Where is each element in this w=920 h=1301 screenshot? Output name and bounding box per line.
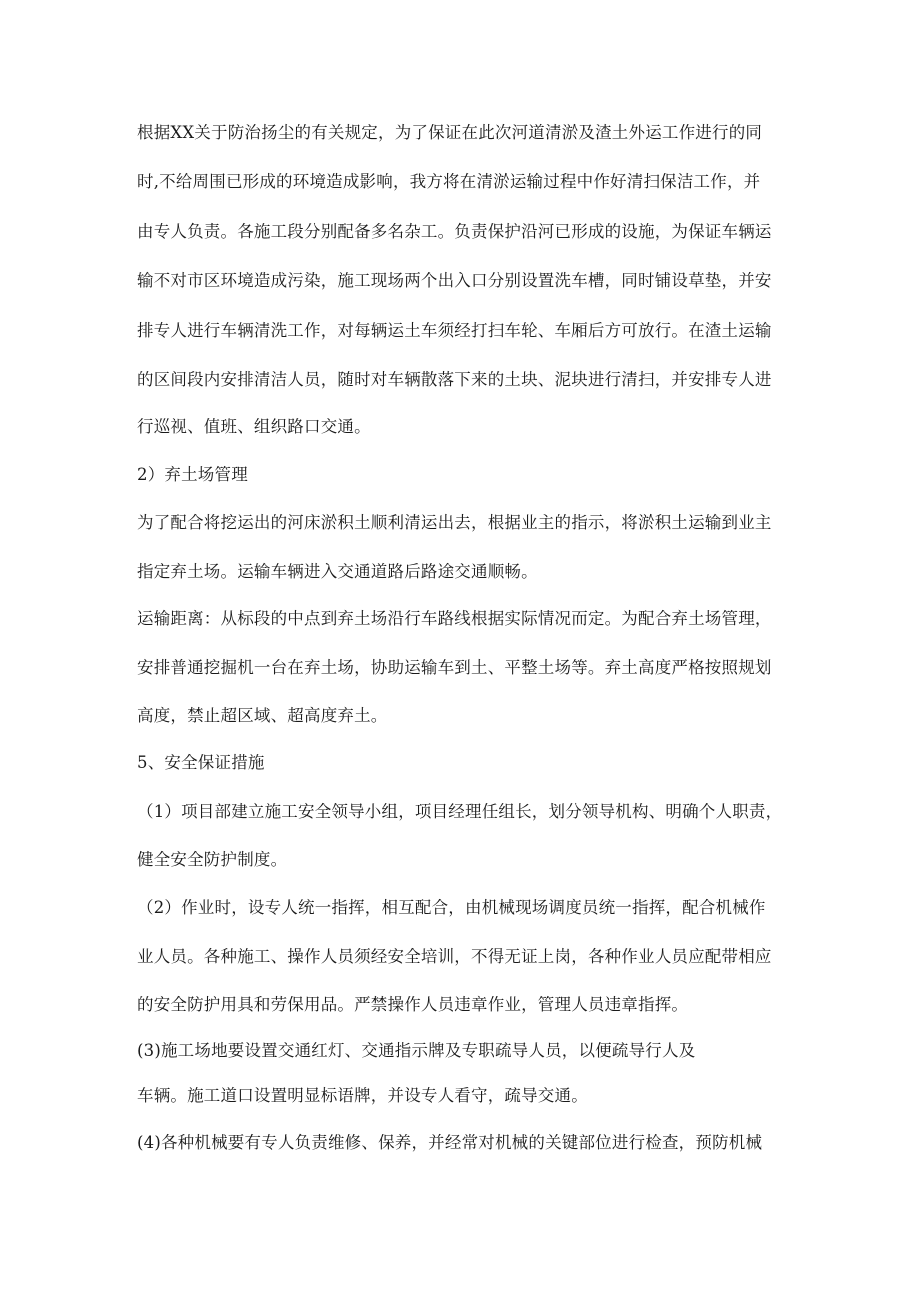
text-line: 健全安全防护制度。 <box>137 850 288 869</box>
text-line: （2）作业时，设专人统一指挥，相互配合，由机械现场调度员统一指挥，配合机械作 <box>137 898 766 917</box>
text-line: 根据XX关于防治扬尘的有关规定，为了保证在此次河道清淤及渣土外运工作进行的同 <box>137 123 763 142</box>
section-heading: 5、安全保证措施 <box>137 753 265 772</box>
text-line: 的区间段内安排清洁人员，随时对车辆散落下来的土块、泥块进行清扫，并安排专人进 <box>137 370 772 389</box>
text-line: （1）项目部建立施工安全领导小组，项目经理任组长，划分领导机构、明确个人职责， <box>137 802 783 821</box>
text-line: 排专人进行车辆清洗工作，对每辆运土车须经打扫车轮、车厢后方可放行。在渣土运输 <box>137 321 772 340</box>
text-line: 由专人负责。各施工段分别配备多名杂工。负责保护沿河已形成的设施，为保证车辆运 <box>137 222 772 241</box>
text-line: 的安全防护用具和劳保用品。严禁操作人员违章作业，管理人员违章指挥。 <box>137 995 689 1014</box>
text-line: 指定弃土场。运输车辆进入交通道路后路途交通顺畅。 <box>137 562 538 581</box>
text-line: 输不对市区环境造成污染，施工现场两个出入口分别设置洗车槽，同时铺设草垫，并安 <box>137 271 772 290</box>
text-line: 为了配合将挖运出的河床淤积土顺利清运出去，根据业主的指示，将淤积土运输到业主 <box>137 513 772 532</box>
section-heading: 2）弃土场管理 <box>137 465 248 484</box>
text-line: 业人员。各种施工、操作人员须经安全培训，不得无证上岗，各种作业人员应配带相应 <box>137 947 772 966</box>
text-line: 高度，禁止超区域、超高度弃土。 <box>137 706 388 725</box>
text-line: 行巡视、值班、组织路口交通。 <box>137 417 371 436</box>
text-line: (3)施工场地要设置交通红灯、交通指示牌及专职疏导人员，以便疏导行人及 <box>137 1041 696 1060</box>
text-line: 车辆。施工道口设置明显标语牌，并设专人看守，疏导交通。 <box>137 1086 588 1105</box>
text-line: 运输距离：从标段的中点到弃土场沿行车路线根据实际情况而定。为配合弃土场管理， <box>137 609 772 628</box>
text-line: 时,不给周围已形成的环境造成影响，我方将在清淤运输过程中作好清扫保洁工作，并 <box>137 172 761 191</box>
text-line: (4)各种机械要有专人负责维修、保养，并经常对机械的关键部位进行检查，预防机械 <box>137 1133 763 1152</box>
text-line: 安排普通挖掘机一台在弃土场，协助运输车到土、平整土场等。弃土高度严格按照规划 <box>137 658 772 677</box>
